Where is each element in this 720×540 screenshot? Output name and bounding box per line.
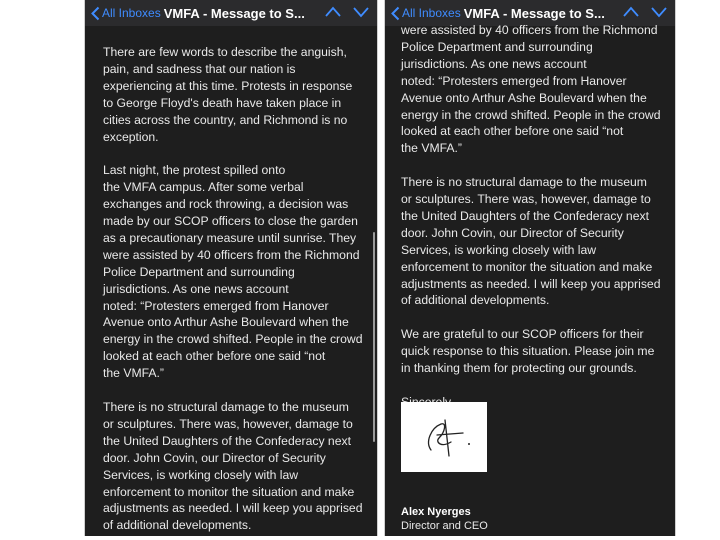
text-line: of additional developments.	[103, 518, 252, 533]
text-line: the United Daughters of the Confederacy next	[103, 433, 351, 448]
text-line: looked at each other before one said “not	[401, 124, 624, 139]
text-line: adjustments as needed. I will keep you apprised	[103, 501, 363, 516]
navigation-bar	[85, 0, 377, 26]
text-line: or sculptures. There was, however, damage to	[401, 192, 651, 207]
text-line: exception.	[103, 129, 159, 144]
text-line: noted: “Protesters emerged from Hanover	[401, 73, 627, 88]
sender-title: Director and CEO	[401, 520, 488, 532]
message-subject: VMFA - Message to S...	[163, 5, 305, 21]
chevron-left-icon	[91, 6, 100, 21]
text-line: Services, is working closely with law	[103, 467, 299, 482]
signature-image	[401, 402, 487, 472]
paragraph	[401, 174, 663, 309]
back-label: All Inboxes	[402, 6, 461, 20]
text-line: the VMFA campus. After some verbal	[103, 180, 304, 195]
text-line: We are grateful to our SCOP officers for their	[401, 327, 644, 342]
text-line: There is no structural damage to the museum	[401, 175, 647, 190]
text-line: There are few words to describe the anguish,	[103, 45, 347, 59]
text-line: quick response to this situation. Please join me	[401, 344, 655, 359]
message-subject: VMFA - Message to S...	[463, 5, 605, 21]
chevron-down-icon[interactable]	[651, 5, 667, 19]
chevron-down-icon[interactable]	[353, 5, 369, 19]
text-line: Police Department and surrounding	[103, 264, 295, 279]
text-line: enforcement to monitor the situation and make	[401, 259, 653, 274]
chevron-left-icon	[391, 6, 400, 21]
text-line: looked at each other before one said “not	[103, 349, 326, 364]
email-panel-left	[84, 0, 378, 536]
text-line: experiencing at this time. Protests in response	[103, 78, 353, 93]
email-panel-right	[384, 0, 676, 536]
paragraph	[401, 326, 663, 377]
text-line: door. John Covin, our Director of Security	[401, 225, 624, 240]
paragraph	[103, 44, 365, 145]
text-line: door. John Covin, our Director of Security	[103, 450, 326, 465]
text-line: as a precautionary measure until sunrise. They	[103, 230, 357, 245]
text-line: were assisted by 40 officers from the Richmond	[103, 247, 360, 262]
scrollbar[interactable]	[373, 232, 375, 442]
text-line: enforcement to monitor the situation and make	[103, 484, 355, 499]
text-line: made by our SCOP officers to close the garden	[103, 214, 358, 229]
sender-name: Alex Nyerges	[401, 506, 471, 518]
text-line: pain, and sadness that our nation is	[103, 61, 296, 76]
text-line: Services, is working closely with law	[401, 242, 597, 257]
back-button[interactable]	[85, 6, 161, 21]
text-line: were assisted by 40 officers from the Richmond	[401, 23, 658, 37]
back-label: All Inboxes	[102, 6, 161, 20]
message-body	[103, 44, 365, 536]
text-line: exchanges and rock throwing, a decision was	[103, 197, 349, 212]
text-line: Last night, the protest spilled onto	[103, 163, 286, 178]
text-line: Police Department and surrounding	[401, 39, 593, 54]
text-line: in thanking them for protecting our grounds.	[401, 361, 637, 376]
chevron-up-icon[interactable]	[325, 5, 341, 19]
text-line: Avenue onto Arthur Ashe Boulevard when the	[103, 315, 349, 330]
text-line: or sculptures. There was, however, damage to	[103, 416, 353, 431]
handwritten-signature	[401, 402, 487, 472]
text-line: of additional developments.	[401, 293, 550, 308]
text-line: the VMFA.”	[401, 141, 462, 156]
chevron-up-icon[interactable]	[623, 5, 639, 19]
text-line: energy in the crowd shifted. People in the crowd	[401, 107, 661, 122]
paragraph	[401, 22, 663, 157]
text-line: There is no structural damage to the museum	[103, 400, 349, 414]
text-line: the VMFA.”	[103, 366, 164, 381]
text-line: noted: “Protesters emerged from Hanover	[103, 298, 329, 313]
back-button[interactable]	[385, 6, 461, 21]
text-line: energy in the crowd shifted. People in the crowd	[103, 332, 363, 347]
text-line: jurisdictions. As one news account	[103, 281, 289, 296]
message-body	[401, 22, 663, 428]
text-line: the United Daughters of the Confederacy next	[401, 208, 649, 223]
text-line: to George Floyd's death have taken place in	[103, 95, 342, 110]
text-line: jurisdictions. As one news account	[401, 56, 587, 71]
text-line: cities across the country, and Richmond is no	[103, 112, 348, 127]
text-line: Avenue onto Arthur Ashe Boulevard when the	[401, 90, 647, 105]
paragraph	[103, 399, 365, 534]
text-line: adjustments as needed. I will keep you apprised	[401, 276, 661, 291]
paragraph	[103, 162, 365, 382]
